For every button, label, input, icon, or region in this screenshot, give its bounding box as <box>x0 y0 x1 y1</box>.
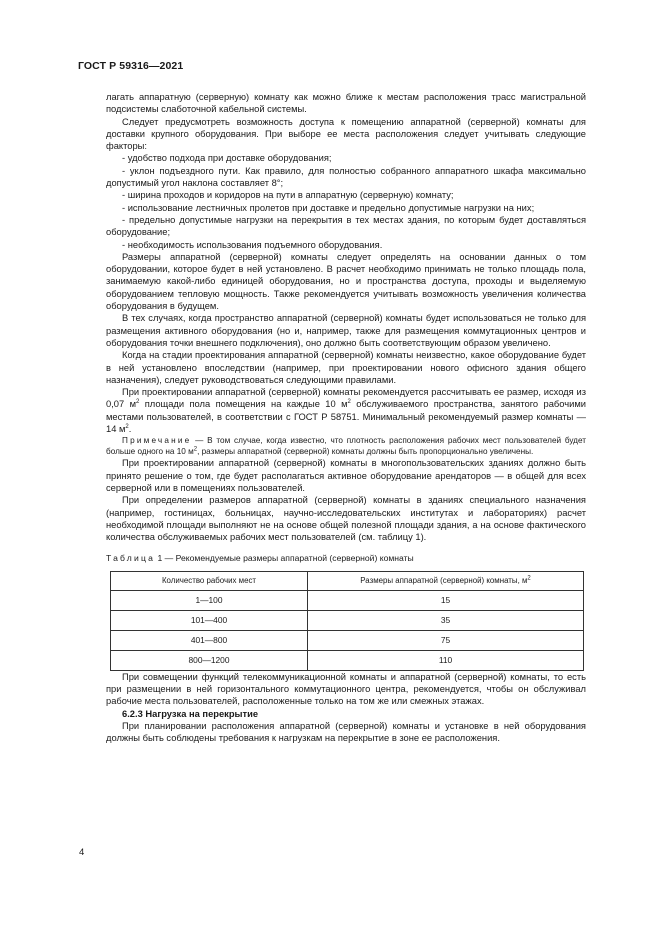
cell-room-size: 110 <box>308 650 584 670</box>
paragraph: лагать аппаратную (серверную) комнату как можно ближе к местам расположения трасс магистральной подсистемы слаботочной кабельной системы. <box>106 92 586 115</box>
page-body <box>106 91 586 744</box>
cell-room-size: 75 <box>308 630 584 650</box>
area-rule-text: площади пола помещения на каждые 10 м <box>139 399 348 410</box>
table-header-row <box>111 571 584 590</box>
list-item: - необходимость использования подъемного оборудования. <box>122 239 383 250</box>
column-header-workplaces: Количество рабочих мест <box>111 571 308 590</box>
paragraph: При определении размеров аппаратной (серверной) комнаты в зданиях специального назначения (например, гостиницах, больницах, научно-исследовательских институтах и лабораториях) расчет необходимой площади выполняют не на основе общей полезной площади здания, а на основе фактического количества обслуживаемых рабочих мест пользователей (см. таблицу 1). <box>106 495 586 543</box>
table-row <box>111 590 584 610</box>
cell-room-size: 35 <box>308 610 584 630</box>
page-number: 4 <box>79 847 85 858</box>
superscript: 2 <box>125 423 129 430</box>
note-text: — В том случае, когда известно, что плотность расположения рабочих мест пользователей будет больше одного на 10 м <box>106 436 586 457</box>
paragraph: При планировании расположения аппаратной (серверной) комнаты и установке в ней оборудования должны быть соблюдены требования к нагрузкам на перекрытие в зоне ее расположения. <box>106 720 586 744</box>
recommended-sizes-table <box>110 571 584 671</box>
note-label: Примечание <box>122 436 192 446</box>
area-rule-paragraph <box>106 386 586 435</box>
paragraph: Размеры аппаратной (серверной) комнаты следует определять на основании данных о том оборудовании, которое будет в ней установлено. В расчет необходимо принимать не только площадь пола, занимаемую какой-либо единицей оборудования, но и пространства доступа, проходы и выделяемую оборудованием тепловую мощность. Также рекомендуется учитывать возможность увеличения количества оборудования в будущем. <box>106 251 586 312</box>
paragraph: Когда на стадии проектирования аппаратной (серверной) комнаты неизвестно, какое оборудование будет в ней установлено впоследствии (например, при проектировании нового офисного здания общего назначения), следует руководствоваться следующими правилами. <box>106 350 586 385</box>
list-item: - ширина проходов и коридоров на пути в аппаратную (серверную) комнату; <box>122 190 454 201</box>
list-item: - удобство подхода при доставке оборудования; <box>122 153 332 164</box>
note <box>106 435 586 457</box>
area-rule-text: . <box>128 424 132 435</box>
list-item: - использование лестничных пролетов при доставке и предельно допустимые нагрузки на них; <box>122 202 535 213</box>
superscript: 2 <box>136 399 140 406</box>
list-item: - предельно допустимые нагрузки на перекрытия в тех местах здания, по которым будет доставляться оборудование; <box>106 214 586 238</box>
note-text: , размеры аппаратной (серверной) комнаты должны быть пропорционально увеличены. <box>197 447 534 457</box>
table-caption <box>106 552 586 564</box>
table-caption-text: 1 — Рекомендуемые размеры аппаратной (серверной) комнаты <box>155 553 414 564</box>
cell-workplaces: 401—800 <box>111 630 308 650</box>
cell-workplaces: 101—400 <box>111 610 308 630</box>
document-header: ГОСТ Р 59316—2021 <box>78 60 184 72</box>
paragraph: При совмещении функций телекоммуникационной комнаты и аппаратной (серверной) комнаты, то есть при размещении в ней горизонтального коммутационного центра, рекомендуется, чтобы он обслуживал рабочие места пользователей, расположенные только на том же или смежных этажах. <box>106 671 586 707</box>
subsection-heading: 6.2.3 Нагрузка на перекрытие <box>122 708 259 719</box>
paragraph: При проектировании аппаратной (серверной) комнаты в многопользовательских зданиях должно быть принято решение о том, где будет располагаться активное оборудование арендаторов — в общей для всех серверной или в помещениях пользователей. <box>106 458 586 493</box>
table-row <box>111 650 584 670</box>
table-caption-label: Таблица <box>106 553 156 564</box>
table-row <box>111 610 584 630</box>
area-rule-text: При проектировании аппаратной (серверной) комнаты рекомендуется рассчитывать ее размер, исходя из 0,07 м <box>106 387 586 410</box>
cell-workplaces: 800—1200 <box>111 650 308 670</box>
paragraph: Следует предусмотреть возможность доступа к помещению аппаратной (серверной) комнаты для доставки крупного оборудования. При выборе ее места расположения следует учитывать следующие факторы: <box>106 116 586 152</box>
superscript: 2 <box>527 574 531 581</box>
cell-room-size: 15 <box>308 590 584 610</box>
superscript: 2 <box>193 446 198 453</box>
superscript: 2 <box>347 399 351 406</box>
area-rule-text: обслуживаемого пространства, занятого рабочими местами пользователей, в соответствии с ГОСТ Р 58751. Минимальный рекомендуемый размер комнаты — 14 м <box>106 399 586 435</box>
paragraph: В тех случаях, когда пространство аппаратной (серверной) комнаты будет использоваться не только для размещения активного оборудования (но и, например, также для размещения коммутационных центров и оборудования точки внешнего подключения), оно должно быть соответствующим образом увеличено. <box>106 313 586 348</box>
column-header-text: Размеры аппаратной (серверной) комнаты, м <box>360 575 528 585</box>
cell-workplaces: 1—100 <box>111 590 308 610</box>
column-header-room-size <box>308 571 584 590</box>
table-row <box>111 630 584 650</box>
list-item: - уклон подъездного пути. Как правило, для полностью собранного аппаратного шкафа максимально допустимый угол наклона составляет 8°; <box>106 165 586 189</box>
